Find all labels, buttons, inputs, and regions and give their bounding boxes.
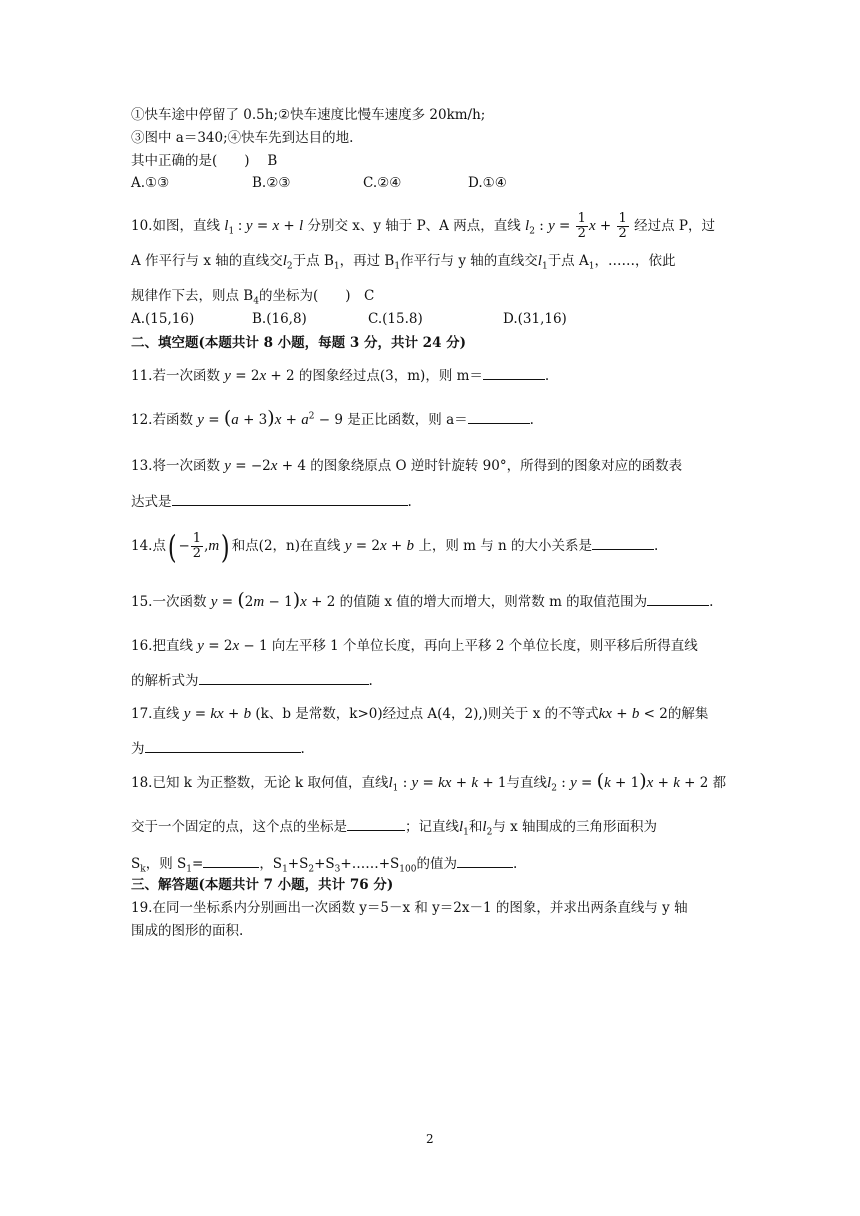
answer-blank <box>483 365 545 380</box>
q9-line1: ①快车途中停留了 0.5h;②快车速度比慢车速度多 20km/h; <box>131 107 486 123</box>
q19-line2: 围成的图形的面积. <box>131 923 244 939</box>
q10-line2: A 作平行与 x 轴的直线交$l_2$于点 $B_1$，再过 $B_1$作平行与 y 轴的直线交$l_1$于点 $A_1$，……，依此 <box>131 253 676 272</box>
answer-blank <box>592 535 654 550</box>
q11: 11.若一次函数 y = 2x + 2 的图象经过点(3，m)，则 m＝ . <box>131 365 549 385</box>
q10-line1: 10.如图，直线 $l_1$ : y = x + l 分别交 x、y 轴于 P、A 两点，直线 $l_2$ : y = $\frac{1}{2}$ x + $\frac{1}{2}$ 经过点 P，过 <box>131 211 715 241</box>
answer-blank <box>347 816 405 831</box>
q10-option-c: C.(15.8) <box>368 311 423 327</box>
q10-option-b: B.(16,8) <box>252 311 307 327</box>
q15: 15.一次函数 y = (2m − 1)x + 2 的值随 x 值的增大而增大，则常数 m 的取值范围为 . <box>131 589 714 611</box>
page-number: 2 <box>426 1132 434 1146</box>
q9-line3: 其中正确的是( ) B <box>131 153 278 169</box>
fraction-half: $\frac{1}{2}$ <box>192 531 202 561</box>
q16-line2: 的解析式为 . <box>131 670 373 690</box>
q18-line3: $S_k$，则 $S_1=$ ，$S_1+S_2+S_3+\dots\dots+S_{100}$的值为 . <box>131 853 517 873</box>
q9-option-a: A.①③ <box>131 175 170 191</box>
answer-blank <box>199 670 369 685</box>
answer-blank <box>203 853 259 868</box>
q19-line1: 19.在同一坐标系内分别画出一次函数 y＝5－x 和 y＝2x－1 的图象，并求出两条直线与 y 轴 <box>131 900 688 916</box>
q10-option-d: D.(31,16) <box>503 311 567 327</box>
fraction-half: $\frac{1}{2}$ <box>618 211 627 241</box>
q9-line2: ③图中 a＝340;④快车先到达目的地. <box>131 130 354 146</box>
q10-line3: 规律作下去，则点 $B_4$的坐标为( ) C <box>131 288 375 307</box>
answer-blank <box>457 853 513 868</box>
answer-blank <box>145 738 301 753</box>
q17-line2: 为 . <box>131 738 305 758</box>
fraction-half: $\frac{1}{2}$ <box>577 211 586 241</box>
q13-line2: 达式是 . <box>131 491 412 511</box>
q9-option-d: D.①④ <box>468 175 507 191</box>
section-2-heading: 二、填空题(本题共计 8 小题，每题 3 分，共计 24 分) <box>131 335 467 351</box>
answer-blank <box>172 491 408 506</box>
q18-line1: 18.已知 k 为正整数，无论 k 取何值，直线$l_1$ : y = kx + k + 1与直线$l_2$ : y = (k + 1)x + k + 2 都 <box>131 770 727 794</box>
q16-line1: 16.把直线 y = 2x − 1 向左平移 1 个单位长度，再向上平移 2 个单位长度，则平移后所得直线 <box>131 638 698 654</box>
section-3-heading: 三、解答题(本题共计 7 小题，共计 76 分) <box>131 877 394 893</box>
q13-line1: 13.将一次函数 y = −2x + 4 的图象绕原点 O 逆时针旋转 90°，所得到的图象对应的函数表 <box>131 458 683 474</box>
q14: 14.点( − $\frac{1}{2}$ ,m) 和点(2，n)在直线 y = 2x + b 上，则 m 与 n 的大小关系是 . <box>131 527 659 566</box>
q10-option-a: A.(15,16) <box>131 311 195 327</box>
q9-option-b: B.②③ <box>252 175 291 191</box>
answer-blank <box>647 591 709 606</box>
q17-line1: 17.直线 y = kx + b (k、b 是常数，k>0)经过点 A(4，2),)则关于 x 的不等式kx + b < 2的解集 <box>131 706 709 722</box>
answer-blank <box>468 409 530 424</box>
q18-line2: 交于一个固定的点，这个点的坐标是 ；记直线$l_1$和$l_2$与 x 轴围成的三角形面积为 <box>131 816 657 836</box>
q12: 12.若函数 $y = (a + 3)x + a^2 - 9$ 是正比函数，则 a＝ . <box>131 407 534 429</box>
q9-option-c: C.②④ <box>363 175 402 191</box>
